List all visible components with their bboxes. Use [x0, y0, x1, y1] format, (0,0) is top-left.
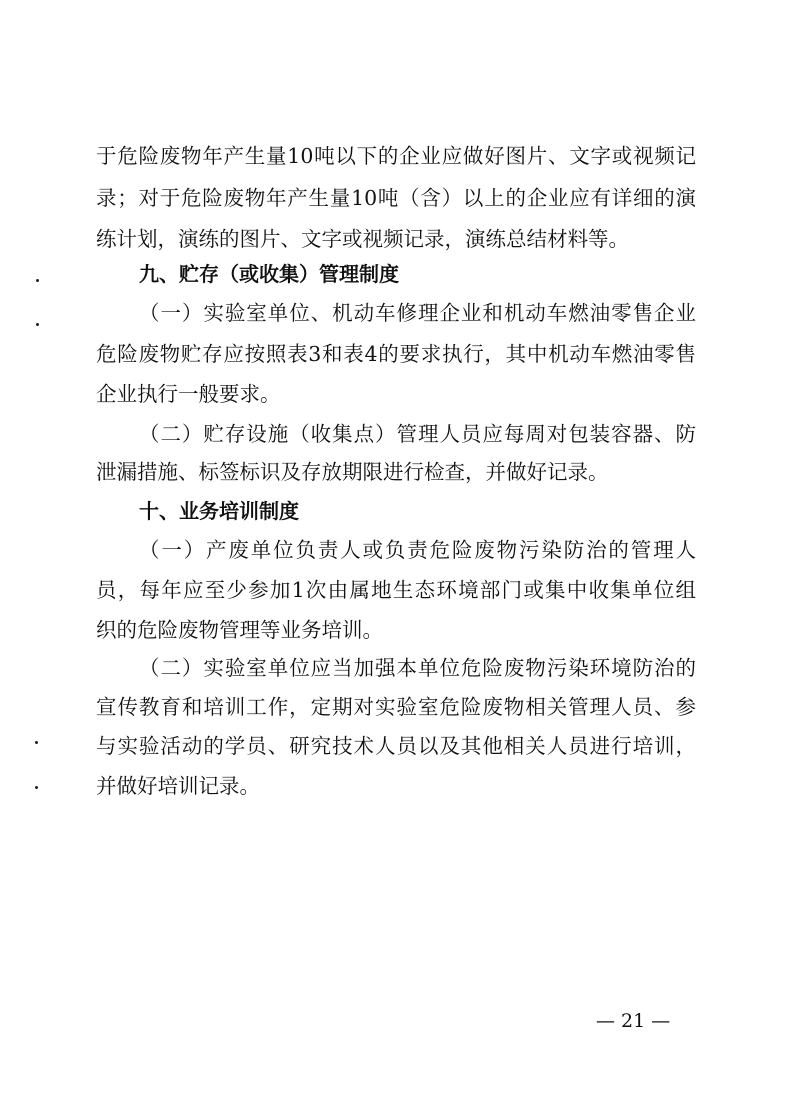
paragraph-line: 练计划，演练的图片、文字或视频记录，演练总结材料等。: [96, 227, 629, 251]
paragraph-line: 危险废物贮存应按照表3和表4的要求执行，其中机动车燃油零售: [96, 342, 696, 366]
paragraph-line: 于危险废物年产生量10吨以下的企业应做好图片、文字或视频记: [96, 144, 696, 168]
paragraph-line: 员，每年应至少参加1次由属地生态环境部门或集中收集单位组: [96, 578, 696, 602]
paragraph-line: （二）实验室单位应当加强本单位危险废物污染环境防治的: [139, 656, 696, 680]
section-heading: 十、业务培训制度: [139, 499, 299, 523]
scan-mark: [35, 741, 38, 744]
paragraph-line: 录；对于危险废物年产生量10吨（含）以上的企业应有详细的演: [96, 186, 696, 210]
paragraph-line: 并做好培训记录。: [96, 774, 260, 798]
scan-mark: [36, 323, 39, 326]
section-heading: 九、贮存（或收集）管理制度: [139, 262, 399, 286]
scan-mark: [36, 279, 39, 282]
paragraph-line: 与实验活动的学员、研究技术人员以及其他相关人员进行培训，: [96, 734, 696, 758]
paragraph-line: 泄漏措施、标签标识及存放期限进行检查，并做好记录。: [96, 460, 609, 484]
paragraph-line: 企业执行一般要求。: [96, 382, 281, 406]
paragraph-line: （一）实验室单位、机动车修理企业和机动车燃油零售企业: [139, 301, 696, 325]
scan-mark: [35, 786, 38, 789]
paragraph-line: 织的危险废物管理等业务培训。: [96, 618, 383, 642]
paragraph-line: （一）产废单位负责人或负责危险废物污染防治的管理人: [139, 538, 696, 562]
paragraph-line: 宣传教育和培训工作，定期对实验室危险废物相关管理人员、参: [96, 695, 696, 719]
paragraph-line: （二）贮存设施（收集点）管理人员应每周对包装容器、防: [139, 422, 696, 446]
page-number: — 21 —: [596, 1010, 671, 1032]
